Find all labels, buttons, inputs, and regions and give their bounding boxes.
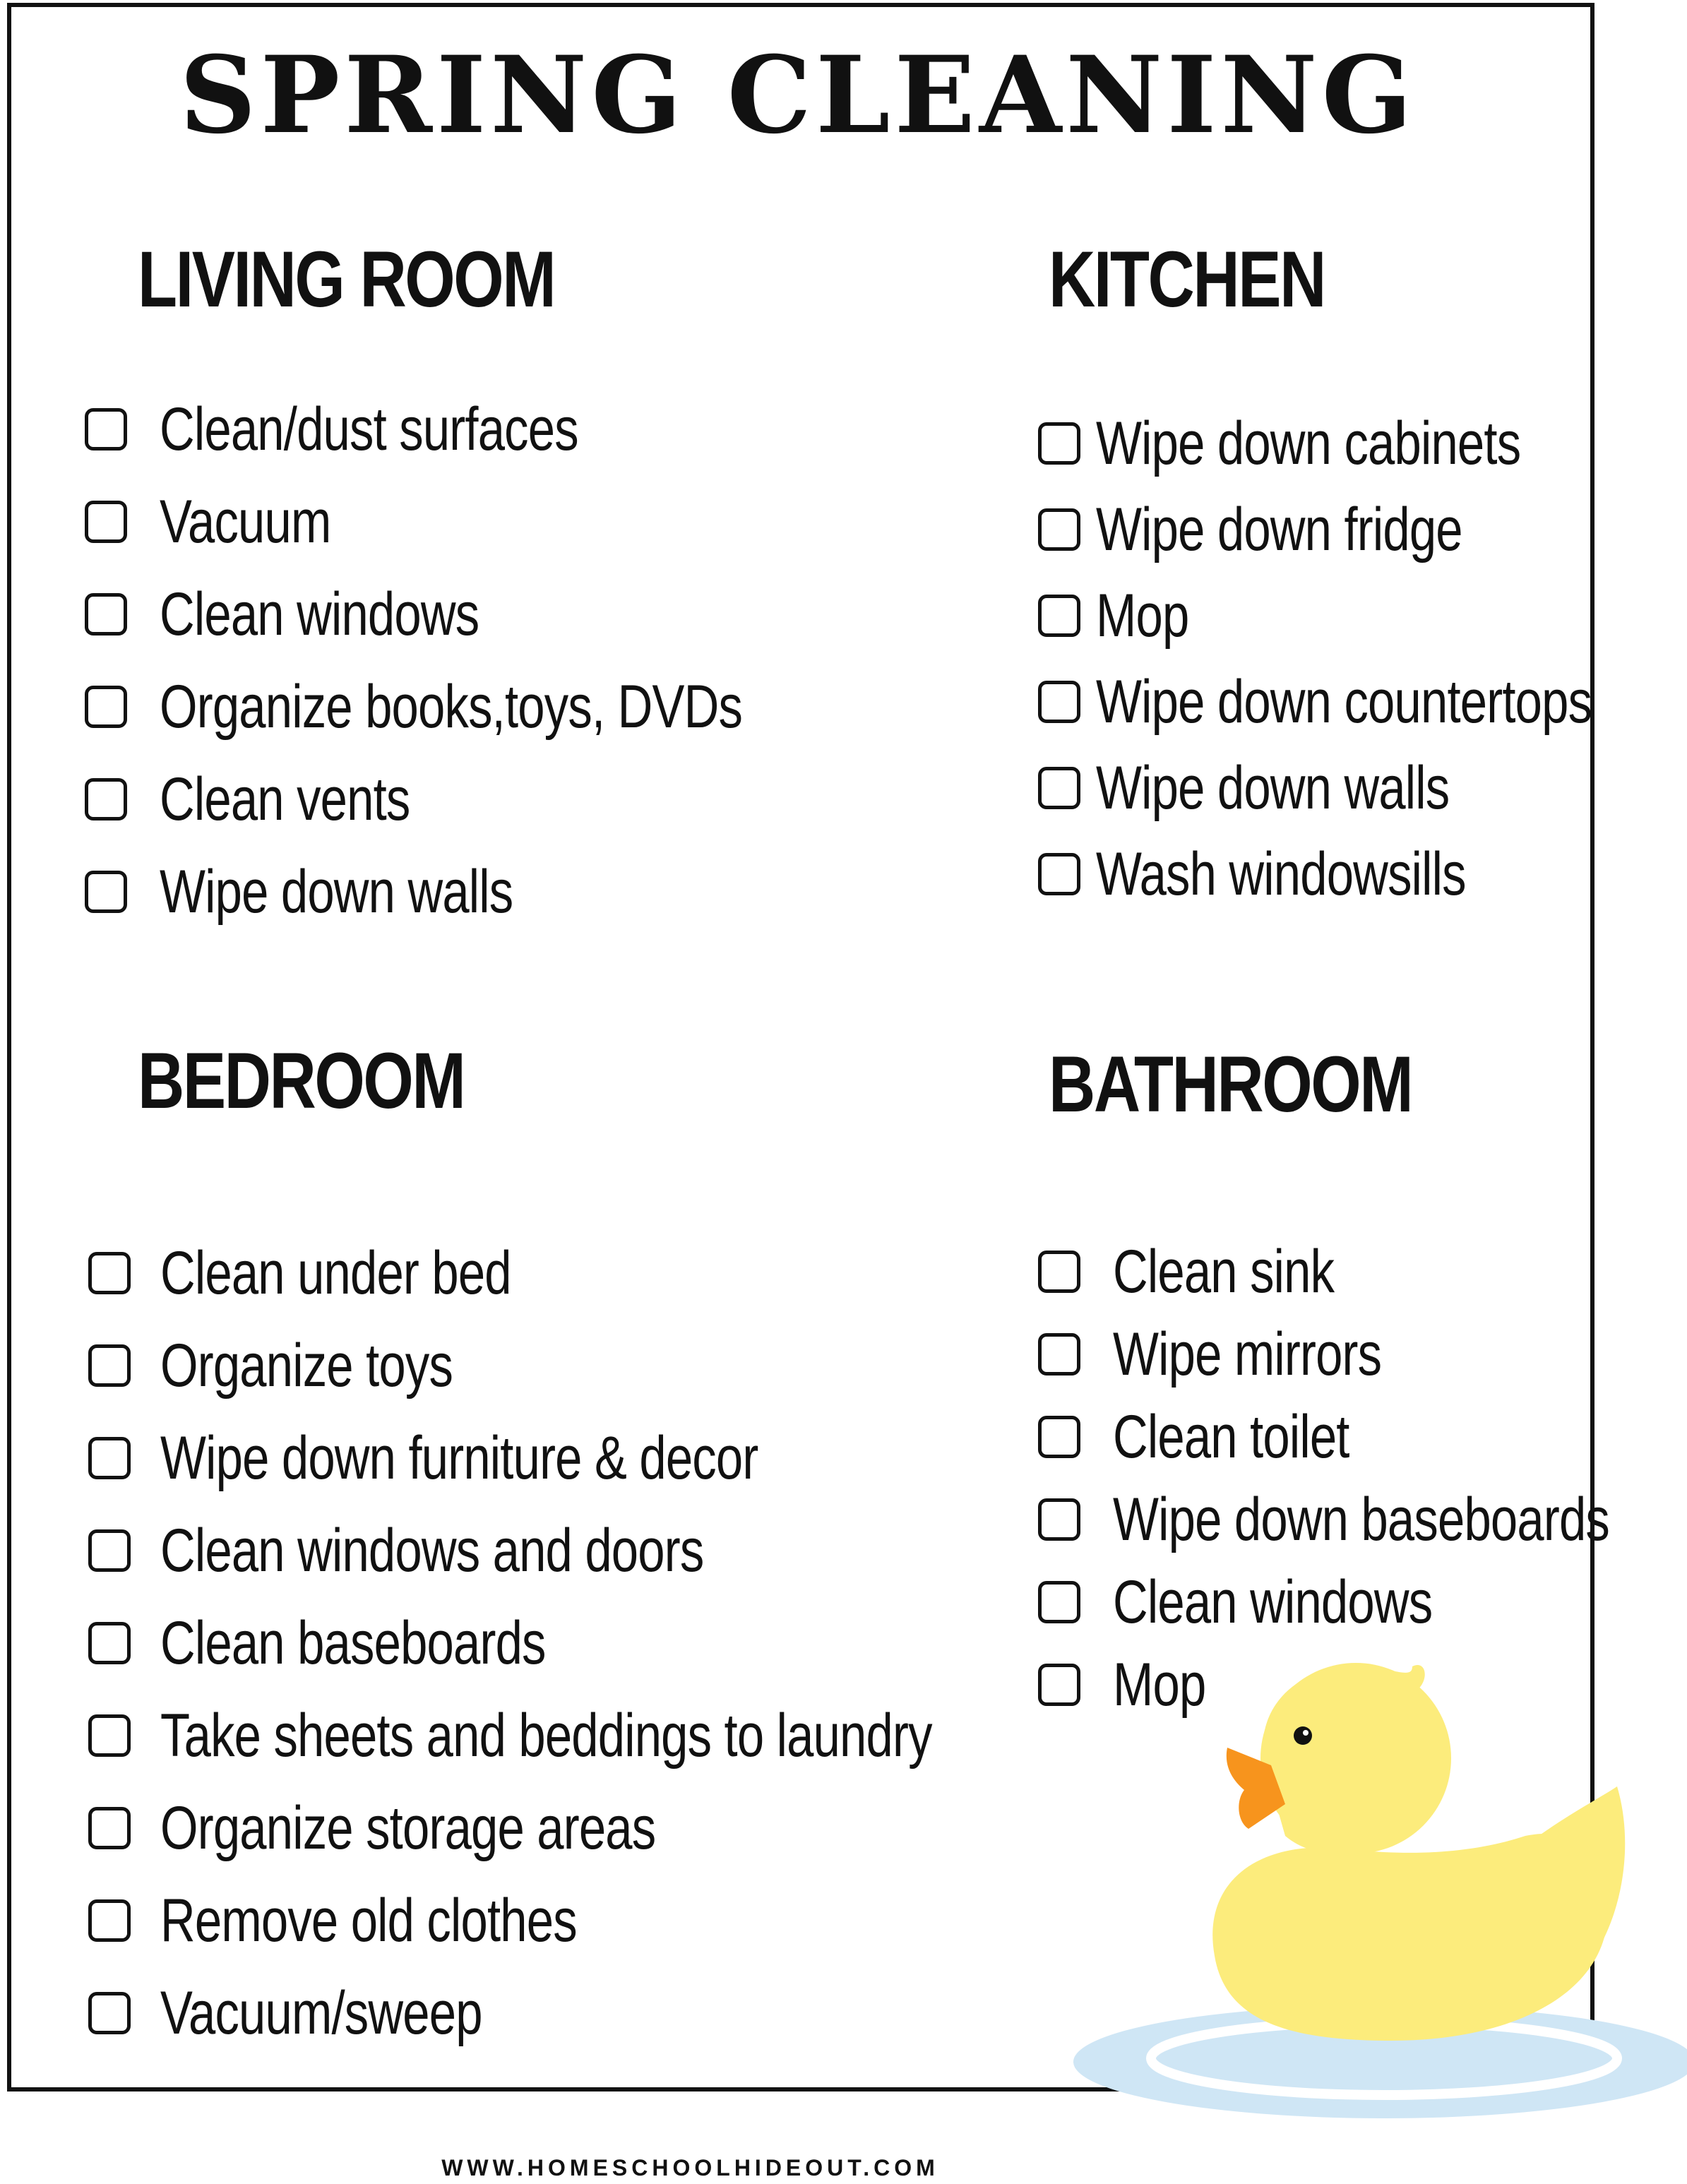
checkbox[interactable] [1038,1251,1080,1293]
task-item [85,475,888,568]
checkbox[interactable] [1038,1498,1080,1541]
task-label: Organize toys [160,1331,453,1400]
task-item [1038,745,1687,831]
checkbox[interactable] [88,1252,131,1294]
task-item [85,568,888,660]
task-label: Clean sink [1113,1237,1335,1306]
task-item [85,383,888,475]
task-label: Organize storage areas [160,1794,656,1862]
rubber-duck-icon [1059,1624,1687,2118]
task-label: Clean/dust surfaces [160,395,578,463]
task-label: Clean baseboards [160,1609,546,1677]
task-label: Wipe down cabinets [1096,410,1521,477]
task-item [85,753,888,845]
task-label: Clean windows and doors [160,1516,704,1585]
checkbox[interactable] [1038,422,1080,465]
task-label: Wipe down fridge [1096,496,1462,563]
task-label: Clean windows [1113,1568,1433,1636]
checkbox[interactable] [88,1344,131,1387]
checkbox[interactable] [85,686,127,728]
duck-eye [1294,1726,1312,1745]
duck-body [1212,1663,1625,2041]
checkbox[interactable] [88,1529,131,1572]
task-list [85,383,888,938]
task-label: Mop [1113,1650,1206,1719]
task-item [1038,1230,1687,1313]
task-label: Wipe down walls [1096,754,1450,822]
task-label: Wipe mirrors [1113,1320,1382,1388]
task-label: Vacuum/sweep [160,1979,482,2047]
task-label: Mop [1096,582,1189,650]
task-label: Wipe down walls [160,857,513,926]
task-label: Clean toilet [1113,1402,1349,1471]
section-heading: BATHROOM [1049,1040,1412,1128]
task-item [1038,1395,1687,1478]
section-heading: LIVING ROOM [138,235,555,323]
task-item [88,1967,1125,2059]
task-label: Take sheets and beddings to laundry [160,1701,932,1770]
checkbox[interactable] [85,778,127,821]
task-item [88,1597,1125,1689]
task-item [88,1227,1125,1319]
task-item [1038,1478,1687,1561]
bedroom-section [138,1037,1125,2059]
task-label: Remove old clothes [160,1886,577,1955]
task-item [88,1689,1125,1782]
checkbox[interactable] [1038,595,1080,637]
task-item [88,1504,1125,1597]
checkbox[interactable] [88,1437,131,1479]
checkbox[interactable] [88,1992,131,2034]
task-item [1038,400,1687,487]
task-item [88,1782,1125,1874]
task-item [1038,659,1687,745]
checkbox[interactable] [88,1714,131,1757]
task-label: Clean windows [160,580,479,648]
checkbox[interactable] [88,1899,131,1942]
task-label: Wipe down furniture & decor [160,1424,758,1492]
task-item [85,660,888,753]
task-item [88,1319,1125,1412]
checkbox[interactable] [1038,853,1080,895]
task-label: Wipe down countertops [1096,668,1592,736]
page-title: SPRING CLEANING [179,33,1417,157]
task-label: Clean under bed [160,1239,511,1307]
checkbox[interactable] [1038,1581,1080,1623]
task-list [1038,400,1687,917]
task-item [1038,573,1687,659]
task-item [1038,1313,1687,1395]
checkbox[interactable] [1038,1333,1080,1376]
task-label: Vacuum [160,487,331,556]
checkbox[interactable] [1038,508,1080,551]
task-item [85,845,888,938]
task-label: Clean vents [160,765,410,833]
task-label: Wash windowsills [1096,840,1466,908]
task-list [88,1227,1125,2059]
task-label: Organize books,toys, DVDs [160,672,743,741]
task-label: Wipe down baseboards [1113,1485,1610,1553]
checkbox[interactable] [85,871,127,913]
checkbox[interactable] [85,501,127,543]
section-heading: KITCHEN [1049,235,1325,323]
task-item [88,1412,1125,1504]
checkbox[interactable] [1038,767,1080,809]
task-item [88,1874,1125,1967]
checkbox[interactable] [88,1622,131,1664]
checkbox[interactable] [85,593,127,635]
website-footer: WWW.HOMESCHOOLHIDEOUT.COM [441,2155,939,2180]
checkbox[interactable] [88,1807,131,1849]
kitchen-section [1049,235,1687,917]
section-heading: BEDROOM [138,1037,465,1125]
checkbox[interactable] [1038,681,1080,723]
living-room-section [138,235,888,938]
checkbox[interactable] [1038,1416,1080,1458]
task-item [1038,831,1687,917]
task-item [1038,487,1687,573]
checkbox[interactable] [85,408,127,450]
